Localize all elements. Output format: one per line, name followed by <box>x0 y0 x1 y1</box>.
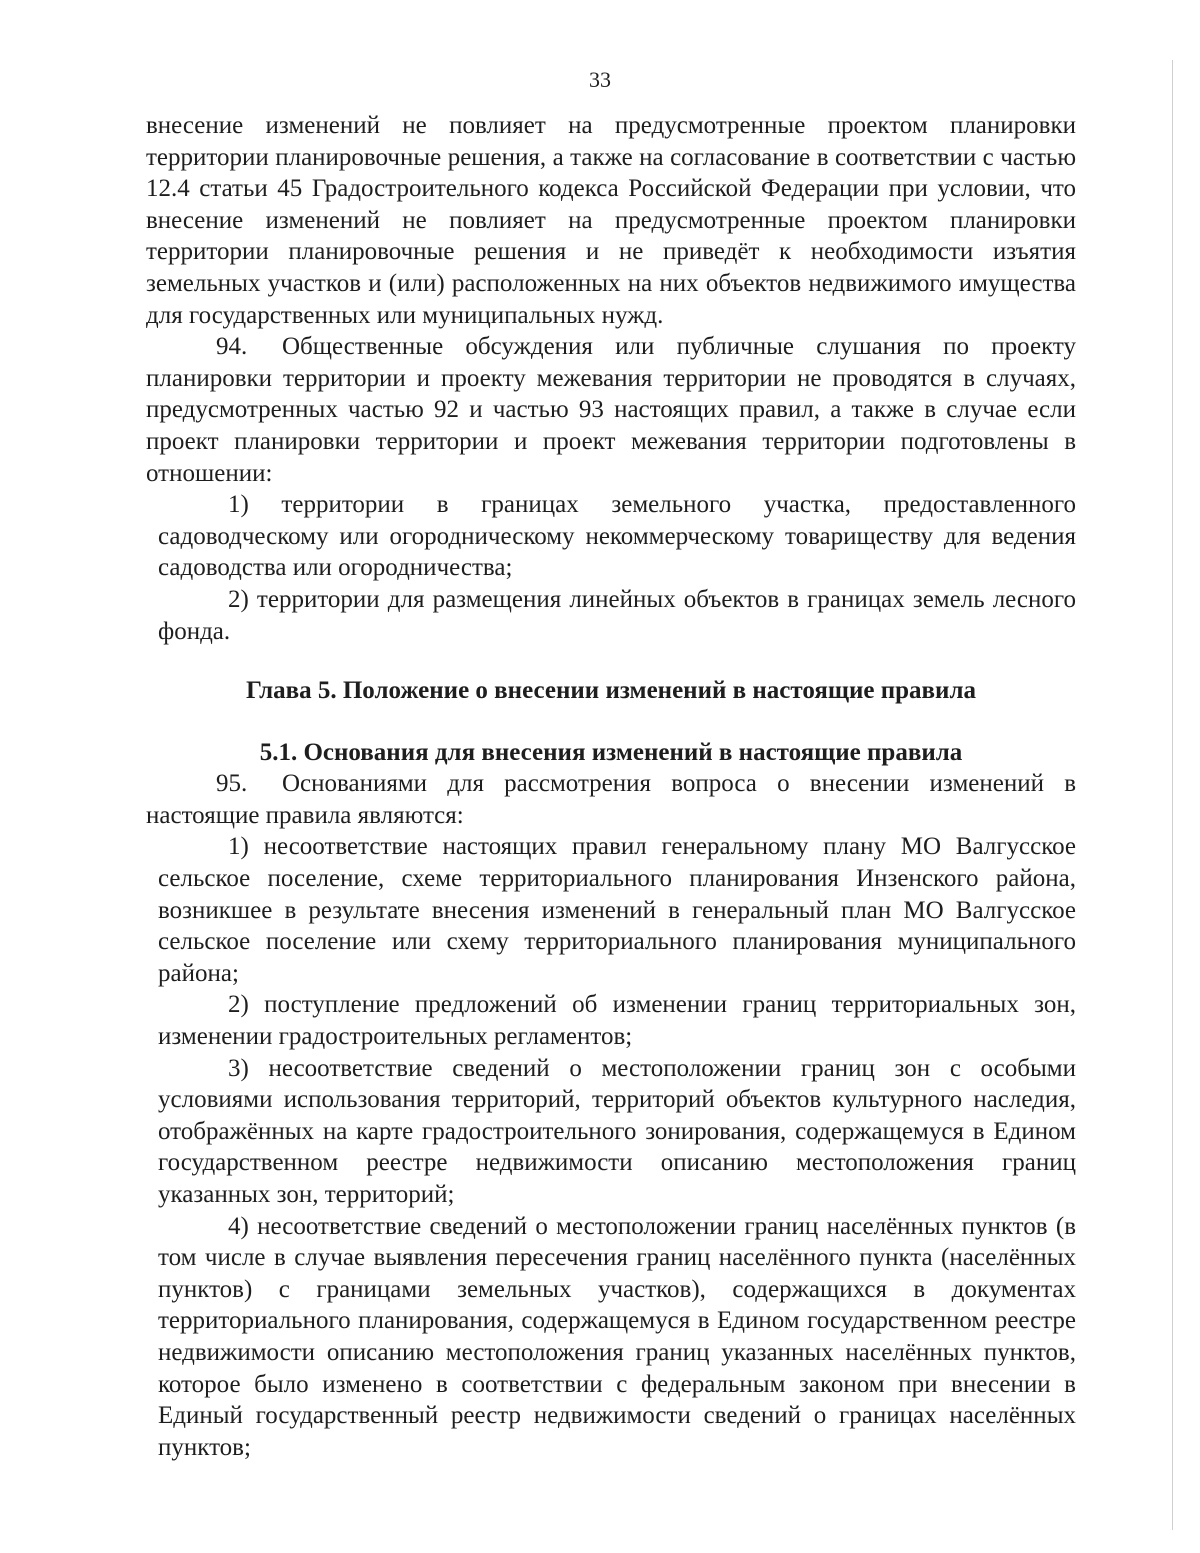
paragraph-95-item-1: 1) несоответствие настоящих правил генеральному плану МО Валгусское сельское поселение, схеме территориального планирования Инзенского района, возникшее в результате внесения изменений в генеральный план МО Валгусское сельское поселение или схему территориального планирования муниципального района; <box>158 833 1076 987</box>
paragraph-95-item-2: 2) поступление предложений об изменении границ территориальных зон, изменении градостроительных регламентов; <box>158 991 1076 1051</box>
paragraph-95-number: 95. <box>216 770 248 798</box>
paragraph-94-number: 94. <box>216 333 248 361</box>
scan-edge-line <box>1172 60 1173 1530</box>
paragraph-94-item-1: 1) территории в границах земельного участка, предоставленного садоводческому или огородническому некоммерческому товариществу для ведения садоводства или огородничества; <box>158 491 1076 582</box>
paragraph-95-text: Основаниями для рассмотрения вопроса о внесении изменений в настоящие правила являются: <box>146 770 1076 829</box>
section-5-1-heading: 5.1. Основания для внесения изменений в настоящие правила <box>259 738 963 766</box>
paragraph-93-continuation: внесение изменений не повлияет на предусмотренные проектом планировки территории планировочные решения, а также на согласование в соответствии с частью 12.4 статьи 45 Градостроительного кодекса Российской Федерации при условии, что внесение изменений не повлияет на предусмотренные проектом планировки территории планировочные решения и не приведёт к необходимости изъятия земельных участков и (или) расположенных на них объектов недвижимого имущества для государственных или муниципальных нужд. <box>146 112 1076 329</box>
paragraph-95-item-4: 4) несоответствие сведений о местоположении границ населённых пунктов (в том числе в случае выявления пересечения границ населённого пункта (населённых пунктов) с границами земельных участков), содержащихся в документах территориального планирования, содержащемуся в Едином государственном реестре недвижимости описанию местоположения границ указанных населённых пунктов, которое было изменено в соответствии с федеральным законом при внесении в Единый государственный реестр недвижимости сведений о границах населённых пунктов; <box>158 1212 1076 1461</box>
paragraph-95-item-3: 3) несоответствие сведений о местоположении границ зон с особыми условиями использования территорий, территорий объектов культурного наследия, отображённых на карте градостроительного зонирования, содержащемуся в Едином государственном реестре недвижимости описанию местоположения границ указанных зон, территорий; <box>158 1054 1076 1208</box>
page-body <box>146 110 1076 1463</box>
paragraph-94-item-2: 2) территории для размещения линейных объектов в границах земель лесного фонда. <box>158 585 1076 645</box>
chapter-5-heading: Глава 5. Положение о внесении изменений в настоящие правила <box>246 677 976 705</box>
paragraph-94-text: Общественные обсуждения или публичные слушания по проекту планировки территории и проекту межевания территории не проводятся в случаях, предусмотренных частью 92 и частью 93 настоящих правил, а также в случае если проект планировки территории и проект межевания территории подготовлены в отношении: <box>146 333 1076 487</box>
paragraph-94 <box>146 331 1076 489</box>
page-number: 33 <box>589 67 611 92</box>
paragraph-95 <box>146 768 1076 831</box>
